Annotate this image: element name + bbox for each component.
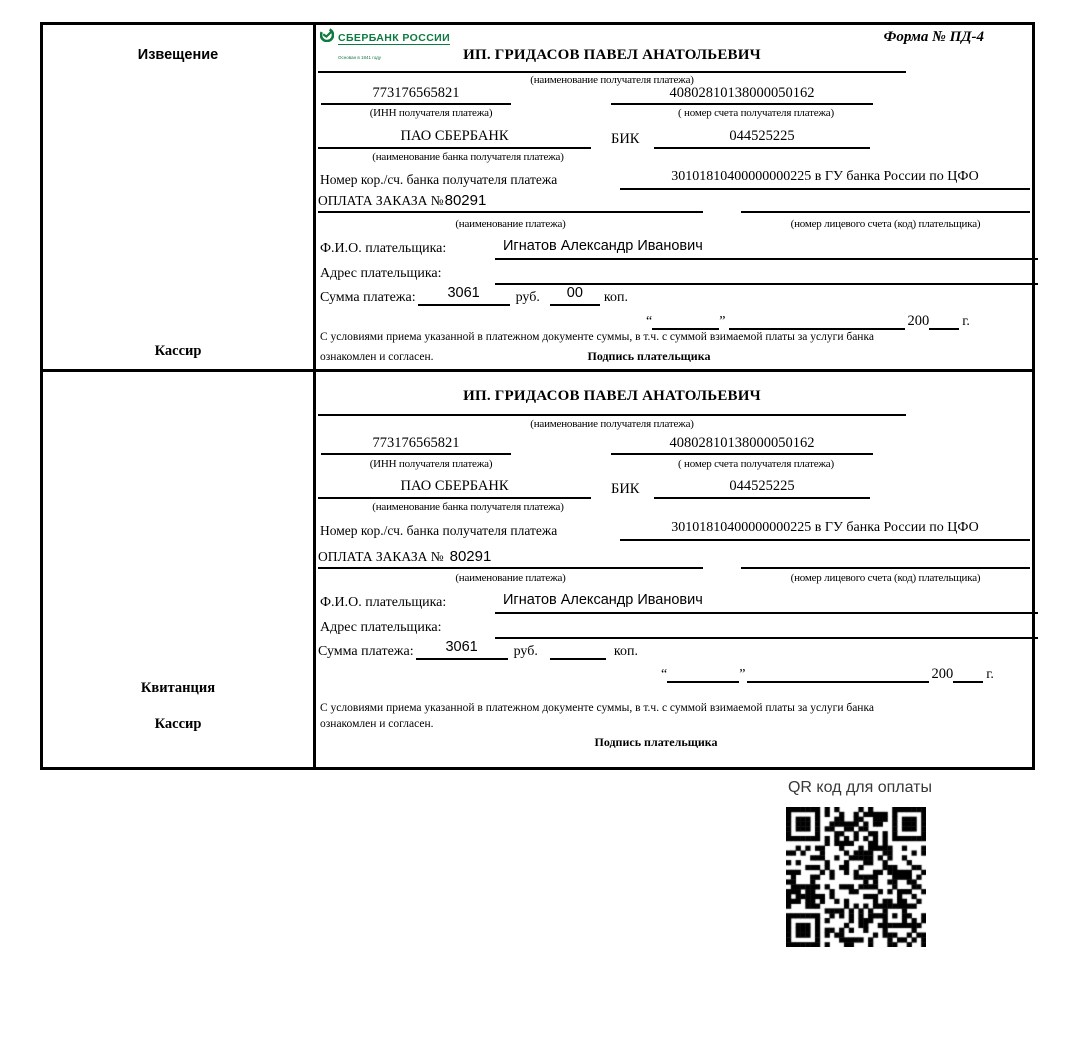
signature-label: Подпись плательщика bbox=[594, 735, 718, 749]
payee-caption: (наименование получателя платежа) bbox=[530, 74, 694, 86]
rub-label: руб. bbox=[515, 290, 540, 305]
sum-rub-field: 3061 bbox=[418, 285, 510, 306]
payer-code-caption: (номер лицевого счета (код) плательщика) bbox=[790, 572, 981, 584]
purpose-number: 80291 bbox=[449, 548, 492, 565]
date-year-suffix: г. bbox=[986, 667, 994, 682]
pd4-form bbox=[40, 22, 1035, 770]
purpose-label: ОПЛАТА ЗАКАЗА № bbox=[318, 549, 444, 564]
payee-name: ИП. ГРИДАСОВ ПАВЕЛ АНАТОЛЬЕВИЧ bbox=[463, 47, 761, 63]
payment-qr-code bbox=[786, 807, 926, 947]
sum-kop-field: 00 bbox=[550, 285, 600, 306]
corr-label: Номер кор./сч. банка получателя платежа bbox=[320, 172, 558, 187]
payee-caption: (наименование получателя платежа) bbox=[530, 418, 694, 430]
agreement-line1: С условиями приема указанной в платежном документе суммы, в т.ч. с суммой взимаемой платы за услуги банка bbox=[320, 702, 874, 714]
payee-inn-field: 773176565821 bbox=[321, 85, 511, 105]
purpose-field bbox=[318, 192, 703, 213]
fio-field: Игнатов Александр Иванович bbox=[495, 238, 1038, 260]
date-day-field bbox=[652, 309, 719, 330]
date-year-prefix: 200 bbox=[931, 666, 954, 682]
fio-field: Игнатов Александр Иванович bbox=[495, 592, 1038, 614]
rub-label: руб. bbox=[513, 644, 538, 659]
sberbank-logo-tagline: Основан в 1841 году bbox=[338, 55, 382, 60]
payer-code-field bbox=[741, 548, 1030, 569]
bik-label: БИК bbox=[611, 131, 640, 147]
sum-rub-field: 3061 bbox=[416, 639, 508, 660]
date-year-field bbox=[953, 662, 983, 683]
address-label: Адрес плательщика: bbox=[320, 266, 442, 281]
date-row bbox=[646, 308, 970, 330]
notice-stub-column bbox=[43, 25, 313, 372]
payee-account-field: 40802810138000050162 bbox=[611, 85, 873, 105]
address-field bbox=[495, 263, 1038, 285]
agreement-line2: ознакомлен и согласен. bbox=[320, 351, 434, 363]
sum-kop-field bbox=[550, 639, 606, 660]
date-open-quote: “ bbox=[646, 314, 653, 329]
payer-code-field bbox=[741, 192, 1030, 213]
notice-label: Извещение bbox=[137, 47, 219, 63]
address-label: Адрес плательщика: bbox=[320, 620, 442, 635]
purpose-label: ОПЛАТА ЗАКАЗА № bbox=[318, 193, 444, 208]
column-divider bbox=[313, 25, 316, 767]
form-number: Форма № ПД-4 bbox=[883, 29, 984, 45]
fio-label: Ф.И.О. плательщика: bbox=[320, 595, 447, 610]
fio-label: Ф.И.О. плательщика: bbox=[320, 241, 447, 256]
inn-caption: (ИНН получателя платежа) bbox=[369, 107, 493, 119]
receipt-stub-column bbox=[43, 372, 313, 767]
agreement-line1: С условиями приема указанной в платежном документе суммы, в т.ч. с суммой взимаемой платы за услуги банка bbox=[320, 331, 874, 343]
signature-label: Подпись плательщика bbox=[587, 349, 711, 363]
purpose-caption: (наименование платежа) bbox=[455, 218, 566, 230]
bank-name-field: ПАО СБЕРБАНК bbox=[318, 478, 591, 499]
sum-label: Сумма платежа: bbox=[320, 290, 416, 305]
payer-code-caption: (номер лицевого счета (код) плательщика) bbox=[790, 218, 981, 230]
payee-inn-field: 773176565821 bbox=[321, 435, 511, 455]
date-day-field bbox=[667, 662, 739, 683]
notice-main-column bbox=[316, 25, 1032, 372]
agreement-line2: ознакомлен и согласен. bbox=[320, 718, 434, 730]
payee-account-field: 40802810138000050162 bbox=[611, 435, 873, 455]
purpose-caption: (наименование платежа) bbox=[455, 572, 566, 584]
sum-label: Сумма платежа: bbox=[318, 644, 414, 659]
bik-field: 044525225 bbox=[654, 478, 870, 499]
corr-field: 30101810400000000225 в ГУ банка России по ЦФО bbox=[620, 169, 1030, 190]
purpose-field bbox=[318, 548, 703, 569]
date-year-prefix: 200 bbox=[907, 313, 930, 329]
account-caption: ( номер счета получателя платежа) bbox=[678, 458, 834, 470]
sum-row bbox=[320, 286, 628, 306]
agreement-line2-row bbox=[320, 347, 1010, 365]
cashier-label-receipt: Кассир bbox=[154, 716, 202, 732]
address-field bbox=[495, 617, 1038, 639]
bik-field: 044525225 bbox=[654, 128, 870, 149]
cashier-label-notice: Кассир bbox=[154, 343, 202, 359]
payee-name: ИП. ГРИДАСОВ ПАВЕЛ АНАТОЛЬЕВИЧ bbox=[463, 388, 761, 404]
date-month-field bbox=[747, 662, 929, 683]
date-close-quote: ” bbox=[719, 314, 726, 329]
bik-label: БИК bbox=[611, 481, 640, 497]
kop-label: коп. bbox=[603, 290, 628, 305]
sberbank-emblem-icon bbox=[320, 28, 334, 42]
payee-rule bbox=[318, 414, 906, 416]
corr-label: Номер кор./сч. банка получателя платежа bbox=[320, 523, 558, 538]
bank-caption: (наименование банка получателя платежа) bbox=[372, 151, 564, 163]
date-year-suffix: г. bbox=[962, 314, 970, 329]
date-row bbox=[661, 661, 994, 683]
kop-label: коп. bbox=[613, 644, 638, 659]
corr-field: 30101810400000000225 в ГУ банка России по ЦФО bbox=[620, 520, 1030, 541]
qr-title: QR код для оплаты bbox=[787, 779, 932, 796]
sum-row bbox=[318, 640, 638, 660]
date-month-field bbox=[729, 309, 905, 330]
date-year-field bbox=[929, 309, 959, 330]
date-open-quote: “ bbox=[661, 667, 668, 682]
payee-rule bbox=[318, 71, 906, 73]
bank-name-field: ПАО СБЕРБАНК bbox=[318, 128, 591, 149]
sberbank-logo-text: СБЕРБАНК РОССИИ bbox=[338, 32, 451, 44]
purpose-number: 80291 bbox=[444, 192, 487, 209]
bank-caption: (наименование банка получателя платежа) bbox=[372, 501, 564, 513]
date-close-quote: ” bbox=[739, 667, 746, 682]
account-caption: ( номер счета получателя платежа) bbox=[678, 107, 834, 119]
receipt-main-column bbox=[316, 372, 1032, 767]
inn-caption: (ИНН получателя платежа) bbox=[369, 458, 493, 470]
receipt-label: Квитанция bbox=[140, 680, 216, 696]
